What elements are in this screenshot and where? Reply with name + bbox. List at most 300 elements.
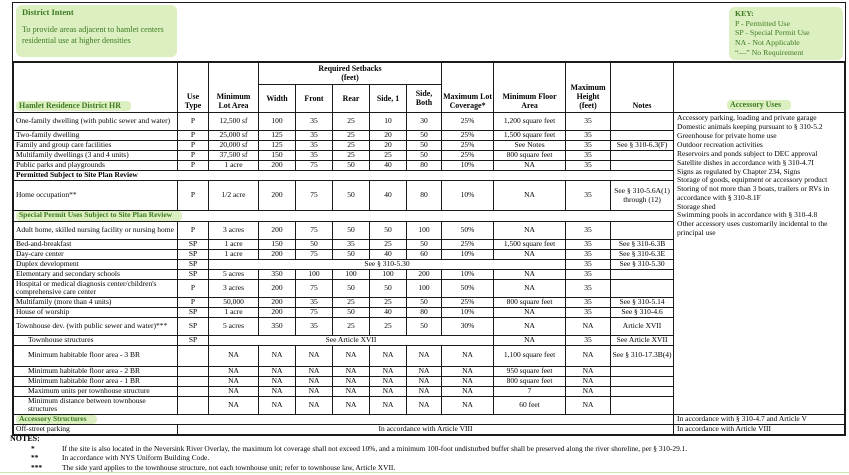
table-cell: 35: [566, 249, 611, 259]
table-cell: 35: [296, 151, 333, 161]
zoning-table: [13, 62, 845, 435]
table-cell: 75: [296, 279, 333, 297]
col-header-rear: Rear: [333, 85, 370, 113]
table-cell: 60: [407, 249, 442, 259]
table-cell: 35: [566, 335, 611, 345]
accessory-use-item: Reservoirs and ponds subject to DEC approval: [677, 148, 818, 158]
table-cell: SP: [178, 307, 209, 317]
table-cell: NA: [494, 269, 566, 279]
table-cell: SP: [178, 335, 209, 345]
footnote-side-yard: [10, 463, 840, 472]
table-cell: 50%: [442, 279, 494, 297]
table-cell: 25%: [442, 113, 494, 131]
table-cell: 1,500 square feet: [494, 131, 566, 141]
table-cell: [178, 376, 209, 386]
table-cell: See § 310-6.3B: [611, 239, 674, 249]
table-cell: 37,500 sf: [209, 151, 259, 161]
table-cell: NA: [370, 396, 407, 414]
table-cell: [178, 386, 209, 396]
district-intent-box: [16, 5, 177, 57]
table-cell: 1 acre: [209, 161, 259, 171]
col-header-max-lot-coverage: Maximum Lot Coverage*: [442, 63, 494, 113]
table-cell: P: [178, 279, 209, 297]
footnote-text: In accordance with NYS Uniform Building Code.: [62, 453, 210, 463]
table-cell: NA: [407, 386, 442, 396]
col-header-notes: Notes: [611, 63, 674, 113]
table-cell: NA: [370, 366, 407, 376]
table-cell: See Article XVII: [611, 335, 674, 345]
table-cell: NA: [296, 386, 333, 396]
accessory-use-item: Outdoor recreation activities: [677, 139, 763, 149]
table-cell: 40: [370, 181, 407, 211]
table-cell: 100: [296, 269, 333, 279]
table-cell: 50: [407, 297, 442, 307]
table-cell: NA: [566, 345, 611, 366]
table-cell: 800 square feet: [494, 151, 566, 161]
table-cell: 10%: [442, 307, 494, 317]
table-cell: 75: [296, 307, 333, 317]
accessory-use-item: Storing of not more than 3 boats, trailers or RVs in accordance with § 310-8.1F: [677, 184, 830, 202]
section-special-permit-uses: [14, 211, 674, 221]
use-name-cell: Minimum distance between townhouse structures: [14, 396, 178, 414]
table-cell: 10%: [442, 181, 494, 211]
table-cell: [611, 221, 674, 239]
table-cell: 35: [296, 113, 333, 131]
table-cell: NA: [259, 345, 296, 366]
table-cell: NA: [494, 279, 566, 297]
table-cell: P: [178, 141, 209, 151]
table-cell: NA: [333, 386, 370, 396]
table-cell: SP: [178, 259, 209, 269]
table-cell: See § 310-4.6: [611, 307, 674, 317]
table-cell: 350: [259, 269, 296, 279]
table-cell: 75: [296, 221, 333, 239]
table-cell: 25%: [442, 297, 494, 307]
table-cell: 100: [407, 279, 442, 297]
table-cell: See § 310-17.3B(4): [611, 345, 674, 366]
table-cell: P: [178, 181, 209, 211]
footnote-building-code: [10, 453, 840, 462]
table-cell: 350: [259, 317, 296, 335]
table-cell: 200: [259, 307, 296, 317]
table-cell: 1,500 square feet: [494, 239, 566, 249]
table-cell: [178, 366, 209, 376]
table-cell: 35: [566, 151, 611, 161]
table-cell: 7: [494, 386, 566, 396]
table-cell: 125: [259, 141, 296, 151]
district-intent-title: District Intent: [22, 7, 74, 17]
table-cell: 25: [333, 317, 370, 335]
use-name-cell: Elementary and secondary schools: [14, 269, 178, 279]
footnote-text: If the site is also located in the Neversink River Overlay, the maximum lot coverage shall not exceed 10%, and a minimum 100-foot undisturbed buffer shall be preserved along the river shoreline, per § 310-29.1.: [62, 444, 688, 453]
table-cell: NA: [259, 396, 296, 414]
use-name-cell: Minimum habitable floor area - 3 BR: [14, 345, 178, 366]
table-cell: 50: [296, 239, 333, 249]
table-cell: 100: [370, 269, 407, 279]
table-cell: 800 square feet: [494, 297, 566, 307]
table-cell: NA: [494, 181, 566, 211]
table-row: [14, 424, 845, 434]
table-cell: 40: [370, 307, 407, 317]
accessory-use-item: Greenhouse for private home use: [677, 130, 777, 140]
district-intent-text: To provide areas adjacent to hamlet centers residential use at higher densities: [22, 25, 164, 45]
table-cell: [611, 131, 674, 141]
table-cell: P: [178, 297, 209, 307]
table-cell: NA: [370, 345, 407, 366]
table-cell: 200: [259, 279, 296, 297]
table-cell: 1,100 square feet: [494, 345, 566, 366]
use-name-cell: Duplex development: [14, 259, 178, 269]
table-cell: 25: [370, 297, 407, 307]
table-cell: See § 310-6.3E: [611, 249, 674, 259]
section-permitted-site-plan-review: Permitted Subject to Site Plan Review: [14, 171, 674, 181]
use-name-cell: One-family dwelling (with public sewer and water): [14, 113, 178, 131]
table-cell: 20: [370, 141, 407, 151]
table-cell: 200: [407, 269, 442, 279]
table-cell: [611, 161, 674, 171]
table-cell: In accordance with Article VIII: [674, 424, 845, 434]
table-cell: [611, 386, 674, 396]
top-band: [13, 3, 845, 62]
table-cell: [611, 366, 674, 376]
table-cell: 50: [407, 151, 442, 161]
table-cell: 35: [566, 113, 611, 131]
table-cell: 200: [259, 161, 296, 171]
table-cell: In accordance with § 310-4.7 and Article V: [674, 414, 845, 424]
table-cell: 50: [333, 279, 370, 297]
footnote-lot-coverage: [10, 444, 840, 453]
table-cell: 800 square feet: [494, 376, 566, 386]
table-cell: 35: [296, 141, 333, 151]
key-item-permitted: P - Permitted Use: [735, 18, 790, 28]
table-cell: NA: [370, 386, 407, 396]
col-header-min-lot-area: Minimum Lot Area: [209, 63, 259, 113]
table-cell: 75: [296, 161, 333, 171]
table-cell: 1/2 acre: [209, 181, 259, 211]
table-cell: NA: [209, 396, 259, 414]
table-cell: NA: [494, 335, 566, 345]
bottom-divider: [0, 472, 849, 473]
table-cell: 35: [566, 269, 611, 279]
table-cell: Article XVII: [611, 317, 674, 335]
table-cell: NA: [442, 376, 494, 386]
table-cell: 25: [333, 131, 370, 141]
table-cell: 150: [259, 239, 296, 249]
table-cell: 20: [370, 131, 407, 141]
table-row: [14, 414, 845, 424]
table-cell: 10%: [442, 269, 494, 279]
table-cell: SP: [178, 249, 209, 259]
table-cell: 80: [407, 181, 442, 211]
table-cell: 1 acre: [209, 307, 259, 317]
table-cell: 35: [566, 141, 611, 151]
table-cell: P: [178, 221, 209, 239]
col-header-use-type: Use Type: [178, 63, 209, 113]
table-cell: 35: [296, 317, 333, 335]
section-label: Special Permit Uses Subject to Site Plan Review: [16, 211, 182, 220]
table-cell: [611, 396, 674, 414]
use-name-cell: Multifamily dwellings (3 and 4 units): [14, 151, 178, 161]
table-cell: 35: [296, 297, 333, 307]
use-name-cell: Day-care center: [14, 249, 178, 259]
table-cell: NA: [333, 396, 370, 414]
table-cell: NA: [442, 386, 494, 396]
key-item-special-permit: SP - Special Permit Use: [735, 28, 810, 38]
accessory-uses-list: [674, 113, 845, 414]
table-cell: 200: [259, 297, 296, 307]
use-name-cell: Minimum habitable floor area - 1 BR: [14, 376, 178, 386]
table-cell: 12,500 sf: [209, 113, 259, 131]
use-name-cell: Hospital or medical diagnosis center/children's comprehensive care center: [14, 279, 178, 297]
use-name-cell: Bed-and-breakfast: [14, 239, 178, 249]
table-cell: 20,000 sf: [209, 141, 259, 151]
use-name-cell: Family and group care facilities: [14, 141, 178, 151]
table-cell: 35: [296, 131, 333, 141]
table-cell: 200: [259, 249, 296, 259]
table-cell: NA: [407, 366, 442, 376]
zoning-table-header: [14, 63, 845, 113]
table-cell: 40: [370, 249, 407, 259]
table-cell: 200: [259, 221, 296, 239]
table-cell: 1,200 square feet: [494, 113, 566, 131]
table-cell: NA: [333, 345, 370, 366]
table-cell: See Article XVII: [209, 335, 494, 345]
table-cell: NA: [259, 366, 296, 376]
table-cell: [611, 376, 674, 386]
table-cell: P: [178, 151, 209, 161]
table-cell: 100: [407, 221, 442, 239]
table-cell: 30%: [442, 317, 494, 335]
table-cell: 35: [566, 161, 611, 171]
accessory-use-item: Storage shed: [677, 201, 716, 211]
table-cell: 1 acre: [209, 239, 259, 249]
table-cell: NA: [442, 366, 494, 376]
table-cell: 35: [566, 131, 611, 141]
accessory-use-item: Satellite dishes in accordance with § 310-4.7I: [677, 157, 814, 167]
table-cell: 200: [259, 181, 296, 211]
col-header-side-1: Side, 1: [370, 85, 407, 113]
footnote-text: The side yard applies to the townhouse structure, not each townhouse unit; refer to townhouse law, Article XVII.: [62, 462, 396, 472]
use-name-cell: Two-family dwelling: [14, 131, 178, 141]
use-name-cell: House of worship: [14, 307, 178, 317]
use-name-cell: Adult home, skilled nursing facility or nursing home: [14, 221, 178, 239]
table-cell: NA: [333, 376, 370, 386]
table-cell: NA: [370, 376, 407, 386]
accessory-use-item: Domestic animals keeping pursuant to § 310-5.2: [677, 122, 823, 132]
table-cell: [178, 396, 209, 414]
table-cell: See § 310-6.3(F): [611, 141, 674, 151]
table-cell: [611, 269, 674, 279]
use-name-cell: Public parks and playgrounds: [14, 161, 178, 171]
table-cell: NA: [566, 366, 611, 376]
table-cell: 10%: [442, 161, 494, 171]
key-title: KEY:: [735, 9, 754, 18]
key-item-not-applicable: NA - Not Applicable: [735, 38, 800, 48]
table-cell: 35: [566, 221, 611, 239]
table-cell: NA: [209, 345, 259, 366]
table-cell: 50: [370, 221, 407, 239]
setbacks-group-unit: (feet): [341, 73, 359, 83]
accessory-use-item: Other accessory uses customarily incidental to the principal use: [677, 219, 828, 237]
table-cell: 50,000: [209, 297, 259, 307]
notes-title: NOTES:: [10, 434, 40, 443]
table-cell: NA: [333, 366, 370, 376]
table-cell: See § 310-5.30: [611, 259, 674, 269]
table-cell: 35: [566, 279, 611, 297]
table-cell: 10%: [442, 249, 494, 259]
table-cell: 25: [370, 317, 407, 335]
table-cell: NA: [209, 386, 259, 396]
table-cell: 150: [259, 151, 296, 161]
table-cell: 25: [333, 151, 370, 161]
zoning-table-body: [14, 113, 845, 435]
table-cell: 50: [333, 181, 370, 211]
use-name-cell: Townhouse structures: [14, 335, 178, 345]
table-cell: P: [178, 113, 209, 131]
table-cell: See § 310-5.14: [611, 297, 674, 307]
table-cell: SP: [178, 239, 209, 249]
table-cell: 3 acres: [209, 221, 259, 239]
zoning-table-frame: [12, 2, 846, 436]
table-cell: NA: [494, 161, 566, 171]
table-cell: 25: [370, 239, 407, 249]
table-cell: 50: [407, 141, 442, 151]
key-box: [729, 7, 843, 60]
use-name-cell: Maximum units per townhouse structure: [14, 386, 178, 396]
district-label: Hamlet Residence District HR: [16, 101, 131, 111]
table-cell: 100: [259, 113, 296, 131]
table-cell: NA: [494, 249, 566, 259]
table-cell: NA: [494, 307, 566, 317]
table-cell: 30: [407, 113, 442, 131]
col-header-front: Front: [296, 85, 333, 113]
table-cell: NA: [209, 366, 259, 376]
table-cell: NA: [296, 366, 333, 376]
table-cell: 125: [259, 131, 296, 141]
table-cell: 25,000 sf: [209, 131, 259, 141]
table-cell: 25: [333, 297, 370, 307]
table-cell: [611, 151, 674, 161]
col-group-required-setbacks: [259, 63, 442, 85]
table-cell: NA: [407, 345, 442, 366]
use-name-cell: Multifamily (more than 4 units): [14, 297, 178, 307]
table-cell: 25: [370, 151, 407, 161]
table-cell: See Notes: [494, 141, 566, 151]
table-cell: NA: [494, 317, 566, 335]
table-cell: [178, 345, 209, 366]
table-cell: 100: [333, 269, 370, 279]
notes-section: [10, 434, 840, 472]
table-cell: 1 acre: [209, 249, 259, 259]
table-cell: 75: [296, 249, 333, 259]
footnote-marker: ***: [31, 462, 43, 472]
table-cell: 50%: [442, 221, 494, 239]
footnote-marker: *: [31, 444, 35, 453]
table-cell: NA: [566, 376, 611, 386]
table-cell: 80: [407, 307, 442, 317]
table-cell: See § 310-5.30: [209, 259, 566, 269]
table-cell: 5 acres: [209, 269, 259, 279]
table-cell: NA: [407, 396, 442, 414]
table-cell: NA: [407, 376, 442, 386]
col-header-width: Width: [259, 85, 296, 113]
table-cell: NA: [566, 317, 611, 335]
accessory-use-item: Signs as regulated by Chapter 234, Signs: [677, 166, 801, 176]
section-label: Accessory Structures: [16, 415, 97, 424]
section-accessory-structures: [14, 414, 674, 424]
table-cell: 35: [566, 181, 611, 211]
table-cell: 25%: [442, 239, 494, 249]
table-cell: 25%: [442, 131, 494, 141]
table-cell: 950 square feet: [494, 366, 566, 376]
district-header-cell: [14, 63, 178, 113]
accessory-use-item: Storage of goods, equipment or accessory product: [677, 175, 828, 185]
table-cell: NA: [566, 386, 611, 396]
table-cell: SP: [178, 269, 209, 279]
setbacks-group-title: Required Setbacks: [318, 64, 382, 73]
use-name-cell: Home occupation**: [14, 181, 178, 211]
table-cell: 50: [333, 307, 370, 317]
table-cell: [611, 279, 674, 297]
accessory-use-item: Swimming pools in accordance with § 310-4.8: [677, 210, 818, 220]
table-cell: 25%: [442, 141, 494, 151]
table-cell: In accordance with Article VIII: [178, 424, 674, 434]
table-cell: 35: [566, 307, 611, 317]
table-cell: NA: [442, 345, 494, 366]
footnote-marker: **: [31, 453, 39, 463]
table-cell: 75: [296, 181, 333, 211]
use-name-cell: Minimum habitable floor area - 2 BR: [14, 366, 178, 376]
table-cell: NA: [209, 376, 259, 386]
table-cell: 35: [333, 239, 370, 249]
table-cell: 50: [333, 221, 370, 239]
table-cell: NA: [442, 396, 494, 414]
use-name-cell: Off-street parking: [14, 424, 178, 434]
table-cell: 40: [370, 161, 407, 171]
col-header-min-floor-area: Minimum Floor Area: [494, 63, 566, 113]
table-cell: 25%: [442, 151, 494, 161]
table-cell: 35: [566, 297, 611, 307]
table-cell: [611, 113, 674, 131]
table-cell: 25: [333, 141, 370, 151]
table-cell: 3 acres: [209, 279, 259, 297]
table-cell: NA: [494, 221, 566, 239]
table-cell: 35: [566, 239, 611, 249]
table-cell: NA: [296, 376, 333, 386]
table-cell: See § 310-5.6A(1) through (12): [611, 181, 674, 211]
col-header-max-height: Maximum Height (feet): [566, 63, 611, 113]
table-cell: 50: [333, 161, 370, 171]
table-cell: 50: [407, 131, 442, 141]
col-header-accessory-uses: [674, 63, 845, 113]
table-cell: P: [178, 161, 209, 171]
table-cell: NA: [296, 345, 333, 366]
table-row: [14, 113, 845, 131]
use-name-cell: Townhouse dev. (with public sewer and water)***: [14, 317, 178, 335]
accessory-use-item: Accessory parking, loading and private garage: [677, 113, 817, 123]
table-cell: 50: [370, 279, 407, 297]
table-cell: 60 feet: [494, 396, 566, 414]
col-header-side-both: Side, Both: [407, 85, 442, 113]
table-cell: 50: [407, 239, 442, 249]
table-cell: 35: [566, 259, 611, 269]
table-cell: 5 acres: [209, 317, 259, 335]
table-cell: 25: [333, 113, 370, 131]
key-item-no-requirement: “—” No Requirement: [735, 47, 804, 57]
table-cell: 10: [370, 113, 407, 131]
table-cell: P: [178, 131, 209, 141]
table-cell: 50: [333, 249, 370, 259]
